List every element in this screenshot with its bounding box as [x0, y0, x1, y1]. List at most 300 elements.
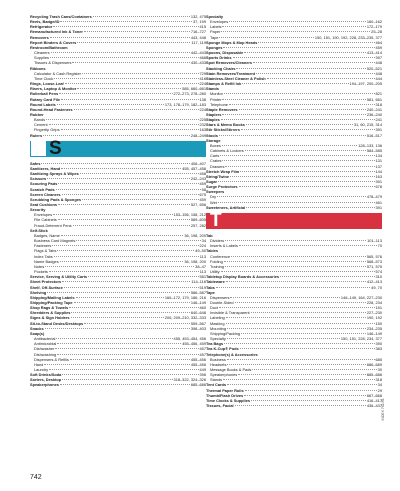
- entry-label: Soap(s): [30, 330, 45, 336]
- entry-page: 416: [199, 75, 206, 81]
- dot-leader: [225, 240, 366, 241]
- entry-page: 459: [375, 44, 382, 50]
- entry-label: Monitor: [210, 91, 223, 97]
- dot-leader: [61, 168, 181, 169]
- entry-page: 318: [375, 377, 382, 383]
- entry-page: 413–414: [366, 50, 382, 56]
- dot-leader: [221, 119, 375, 120]
- entry-page: 166–172, 179, 186, 216: [164, 294, 206, 300]
- entry-label: Double-Sided: [210, 299, 234, 305]
- entry-page: 144: [375, 168, 382, 174]
- dot-leader: [65, 83, 199, 84]
- entry-label: Safes: [30, 160, 41, 166]
- entry-page: 225: [199, 117, 206, 123]
- entry-label: Snacks: [30, 325, 44, 331]
- entry-label: Scouring Pads: [30, 181, 58, 187]
- entry-label: Thermal Paper Rolls: [206, 387, 244, 393]
- entry-label: Risers, Laptop & Monitor: [30, 86, 77, 92]
- entry-label: Tea Bags: [206, 341, 224, 347]
- entry-page: 685: [375, 356, 382, 362]
- entry-page: 234–235: [366, 325, 382, 331]
- entry-label: File Cabinets: [34, 217, 57, 223]
- section-tab-t: [206, 209, 382, 231]
- entry-page: 397: [375, 55, 382, 61]
- entry-label: Rollerball Pens: [30, 91, 59, 97]
- dot-leader: [227, 384, 377, 385]
- entry-label: Staplers: [206, 111, 222, 117]
- index-column-left: [30, 14, 206, 388]
- entry-label: Scratch Pads: [30, 186, 55, 192]
- entry-label: Rulers: [30, 132, 43, 138]
- dot-leader: [71, 317, 164, 318]
- entry-page: 163: [375, 173, 382, 179]
- dot-leader: [244, 52, 366, 53]
- entry-label: Dry: [210, 194, 217, 200]
- entry-page: 416–417: [366, 397, 382, 403]
- entry-page: 464: [375, 39, 382, 45]
- entry-label: Telephone(s) & Accessories: [206, 351, 258, 357]
- dot-leader: [73, 225, 190, 226]
- dot-leader: [235, 405, 366, 406]
- dot-leader: [216, 287, 370, 288]
- entry-page: 442–443: [190, 50, 206, 56]
- entry-page: 457: [199, 351, 206, 357]
- entry-page: 398–403: [190, 325, 206, 331]
- entry-page: 412–413: [366, 279, 382, 285]
- entry-page: 519: [199, 284, 206, 290]
- entry-page: 571, 575: [366, 263, 382, 269]
- entry-page: 430–433: [190, 60, 206, 66]
- dot-leader: [224, 343, 374, 344]
- dot-leader: [62, 194, 199, 195]
- entry-page: 396: [199, 372, 206, 378]
- dot-leader: [57, 250, 194, 251]
- entry-label: Training: [210, 263, 224, 269]
- dot-leader: [84, 323, 190, 324]
- entry-page: 25–28: [371, 29, 382, 35]
- entry-label: Sit-to-Stand Desks/Desktops: [30, 320, 84, 326]
- entry-page: 667–668: [366, 392, 382, 398]
- section-letter-t: T: [210, 209, 222, 231]
- dot-leader: [76, 297, 164, 298]
- dot-leader: [61, 235, 184, 236]
- entry-label: Scrubbing Pads & Sponges: [30, 196, 82, 202]
- entry-page: 194–197, 200–205: [349, 81, 382, 87]
- section-tab-s: [30, 137, 206, 159]
- entry-page: 455–456, 459: [182, 341, 206, 347]
- dot-leader: [252, 369, 376, 370]
- entry-page: 448: [375, 60, 382, 66]
- dot-leader: [47, 178, 190, 179]
- entry-label: Ribbons: [30, 65, 46, 71]
- entry-label: Remanufactured Ink & Toner: [30, 29, 83, 35]
- entry-page: 383: [375, 346, 382, 352]
- entry-page: 160–162: [366, 19, 382, 25]
- entry-page: 150: [375, 320, 382, 326]
- dot-leader: [240, 348, 375, 349]
- entry-label: Tape: [210, 34, 219, 40]
- entry-label: Stretch Wrap Film: [206, 168, 240, 174]
- dot-leader: [229, 21, 366, 22]
- dot-leader: [51, 52, 190, 53]
- entry-label: Cabinets & Lockers: [210, 148, 244, 154]
- entry-page: 190, 192: [366, 315, 382, 321]
- entry-label: Cement: [34, 122, 48, 128]
- entry-page: 241: [375, 117, 382, 123]
- dot-leader: [227, 359, 375, 360]
- entry-page: 34: [377, 382, 382, 388]
- section-letter-s: S: [49, 137, 62, 159]
- dot-leader: [225, 266, 366, 267]
- dot-leader: [58, 204, 190, 205]
- entry-page: 34: [201, 238, 206, 244]
- dot-leader: [218, 181, 374, 182]
- entry-label: Headsets: [210, 361, 227, 367]
- entry-page: 138: [199, 96, 206, 102]
- entry-page: 134: [375, 153, 382, 159]
- entry-page: 49–50: [195, 248, 206, 254]
- dot-leader: [77, 88, 181, 89]
- entry-page: 678: [375, 184, 382, 190]
- entry-page: 49, 70: [371, 284, 382, 290]
- entry-label: Business: [210, 356, 226, 362]
- entry-label: Tableware: [206, 279, 225, 285]
- dot-leader: [55, 348, 198, 349]
- dot-leader: [245, 390, 377, 391]
- dot-leader: [71, 312, 189, 313]
- entry-label: Sugar: [206, 179, 218, 184]
- entry-page: 581, 661: [366, 96, 382, 102]
- dot-leader: [41, 163, 189, 164]
- index-group-s: [30, 161, 206, 388]
- entry-page: 640–648: [190, 310, 206, 316]
- entry-label: Envelopes: [210, 19, 229, 25]
- entry-page: 391: [375, 179, 382, 184]
- entry-label: Mounting: [210, 325, 227, 331]
- entry-page: 821: [375, 91, 382, 97]
- entry-label: Sheet Protectors: [30, 279, 62, 285]
- entry-page: 520–521: [366, 65, 382, 71]
- entry-label: Pockets: [34, 269, 48, 275]
- entry-page: 29: [377, 387, 382, 393]
- entry-label: Tea K-Cup® Pods: [206, 346, 239, 352]
- entry-page: 146–149: [366, 330, 382, 336]
- entry-label: Specialty: [206, 14, 224, 19]
- entry-label: Reels, Badge/ID: [30, 19, 60, 25]
- entry-page: 318–322, 324–326: [173, 377, 206, 383]
- dot-leader: [46, 119, 198, 120]
- entry-page: 443, 448: [190, 34, 206, 40]
- entry-label: Dispensers & Refills: [34, 356, 69, 362]
- entry-label: Flags & Tabs: [34, 248, 57, 254]
- entry-label: Telephone: [210, 101, 228, 107]
- index-group-r: [30, 14, 206, 138]
- dot-leader: [84, 31, 190, 32]
- dot-leader: [50, 37, 190, 38]
- dot-leader: [251, 400, 366, 401]
- dot-leader: [236, 68, 365, 69]
- entry-label: Index Tabs: [34, 253, 53, 259]
- entry-label: Hand: [34, 361, 44, 367]
- entry-label: Drawers: [210, 163, 225, 169]
- entry-page: 448: [375, 70, 382, 76]
- entry-page: 455–456: [190, 361, 206, 367]
- entry-page: 101–113: [367, 238, 382, 244]
- dot-leader: [57, 354, 198, 355]
- dot-leader: [239, 109, 366, 110]
- dot-leader: [70, 359, 190, 360]
- dot-leader: [88, 276, 198, 277]
- dot-leader: [226, 281, 366, 282]
- entry-label: Soft Drinks/Soda: [30, 372, 62, 378]
- entry-label: Shop Rags & Towels: [30, 305, 69, 311]
- dot-leader: [239, 186, 375, 187]
- tab-white-block: [31, 141, 46, 156]
- page-number: 742: [30, 474, 42, 481]
- entry-label: Labels: [210, 24, 222, 30]
- entry-label: Scissors: [30, 176, 47, 182]
- entry-label: Stands: [210, 377, 223, 383]
- entry-page: 455–456: [190, 356, 206, 362]
- entry-page: 150, 151, 228, 234, 377: [340, 336, 382, 342]
- dot-leader: [245, 150, 366, 151]
- entry-page: 128–133, 136: [358, 142, 382, 148]
- dot-leader: [53, 214, 172, 215]
- entry-page: 132, 475: [190, 14, 206, 19]
- dot-leader: [221, 271, 375, 272]
- entry-page: 236–240: [366, 111, 382, 117]
- entry-label: Cleaners: [34, 50, 50, 56]
- entry-label: Fasteners: [34, 243, 52, 249]
- entry-label: Staples: [206, 117, 220, 123]
- entry-label: Invisible & Transparent: [210, 310, 250, 316]
- dot-leader: [224, 261, 366, 262]
- entry-page: 586–587: [190, 289, 206, 295]
- entry-label: Storage: [206, 137, 221, 143]
- entry-label: Spoons, Disposable: [206, 50, 244, 56]
- dot-leader: [222, 26, 365, 27]
- entry-page: 31, 60, 215, 314: [353, 122, 382, 128]
- index-entry: [206, 403, 382, 408]
- entry-page: 568–573: [366, 258, 382, 264]
- entry-page: 458: [199, 171, 206, 177]
- dot-leader: [72, 62, 189, 63]
- entry-page: 585, 660–661: [182, 86, 206, 92]
- entry-page: 461: [375, 199, 382, 205]
- entry-label: Round-Head Fasteners: [30, 106, 73, 112]
- entry-page: 685–686: [366, 372, 382, 378]
- dot-leader: [47, 292, 190, 293]
- entry-label: Time Clocks & Supplies: [206, 397, 251, 403]
- entry-page: 686–689: [366, 361, 382, 367]
- entry-page: 232: [199, 122, 206, 128]
- dot-leader: [244, 395, 366, 396]
- entry-page: 310: [375, 274, 382, 280]
- entry-label: Carts: [210, 153, 220, 159]
- entry-label: Folding: [210, 258, 223, 264]
- dot-leader: [235, 302, 366, 303]
- entry-page: 272–273, 278–280: [173, 91, 206, 97]
- entry-page: 224: [199, 106, 206, 112]
- dot-leader: [61, 129, 199, 130]
- entry-label: Tape: [206, 289, 215, 295]
- entry-page: 460: [199, 305, 206, 311]
- dot-leader: [227, 328, 366, 329]
- dot-leader: [229, 104, 375, 105]
- dot-leader: [82, 73, 199, 74]
- entry-label: Shipping/Packing Tape: [30, 299, 73, 305]
- entry-label: Antibacterial: [34, 336, 56, 342]
- dot-leader: [241, 333, 366, 334]
- dot-leader: [76, 240, 200, 241]
- entry-page: 172–179: [366, 24, 382, 30]
- entry-page: 391: [375, 204, 382, 210]
- dot-leader: [69, 307, 198, 308]
- entry-label: Tissues & Dispensers: [34, 60, 72, 66]
- entry-label: Service, Serving & Utility Carts: [30, 274, 88, 280]
- dot-leader: [60, 21, 192, 22]
- entry-label: Stands: [206, 86, 219, 92]
- entry-page: 36, 198, 200: [184, 258, 206, 264]
- entry-page: 449: [199, 367, 206, 372]
- entry-label: Sanitizing Sprays & Wipes: [30, 171, 79, 177]
- dot-leader: [225, 166, 374, 167]
- entry-label: Speakerphones: [210, 372, 238, 378]
- dot-leader: [219, 135, 366, 136]
- entry-label: Stir Sticks/Stirrers: [206, 127, 240, 133]
- entry-label: Removers: [30, 34, 49, 40]
- entry-page: 444: [375, 75, 382, 81]
- entry-label: Staple Removers: [206, 106, 238, 112]
- entry-page: 675: [199, 191, 206, 197]
- entry-page: 390: [375, 341, 382, 347]
- entry-label: Dispensers: [210, 294, 230, 300]
- entry-label: Paper: [210, 29, 221, 35]
- entry-page: 30: [377, 367, 382, 372]
- entry-page: 58: [201, 186, 206, 192]
- entry-label: Dividers: [210, 238, 225, 244]
- entry-label: Surge Protectors: [206, 184, 238, 190]
- entry-page: 117, 119: [191, 39, 206, 45]
- entry-label: Report Binders & Covers: [30, 39, 77, 45]
- dot-leader: [58, 219, 190, 220]
- dot-leader: [227, 364, 365, 365]
- entry-page: 455, 457–458: [182, 165, 206, 171]
- index-entry: [206, 205, 382, 210]
- entry-label: Fraud-Deterrent Pens: [34, 222, 72, 228]
- entry-label: Shelving: [30, 289, 47, 295]
- index-entry: [30, 382, 206, 387]
- dot-leader: [49, 271, 199, 272]
- entry-label: Sports Drinks: [206, 55, 232, 61]
- entry-label: Thumb/Flash Drives: [206, 392, 244, 398]
- dot-leader: [224, 93, 375, 94]
- dot-leader: [58, 183, 198, 184]
- dot-leader: [233, 57, 375, 58]
- dot-leader: [253, 62, 374, 63]
- entry-label: Bands: [34, 117, 46, 123]
- dot-leader: [226, 323, 375, 324]
- index-group-t: [206, 233, 382, 408]
- dot-leader: [56, 338, 172, 339]
- dot-leader: [43, 135, 190, 136]
- entry-label: Shelf, Off-Surface: [30, 284, 63, 290]
- entry-label: Supplies: [34, 55, 49, 61]
- entry-label: Security: [30, 207, 46, 213]
- entry-label: Signs & Sign Holders: [30, 315, 70, 321]
- entry-label: Refrigerator: [30, 24, 53, 30]
- entry-page: 729: [199, 70, 206, 76]
- entry-page: 228, 234: [366, 299, 382, 305]
- entry-label: String/Twine: [206, 173, 230, 179]
- entry-label: Inserts & Labels: [210, 243, 238, 249]
- dot-leader: [238, 374, 366, 375]
- entry-page: 150, 151, 190, 192, 228, 233–235, 377: [314, 34, 382, 40]
- entry-page: 240–241: [366, 106, 382, 112]
- dot-leader: [61, 99, 198, 100]
- entry-label: Crates: [210, 158, 222, 164]
- entry-label: Notes: [34, 263, 45, 269]
- entry-label: Badges, Name: [34, 232, 60, 238]
- entry-page: 478–479: [366, 194, 382, 200]
- entry-page: 146–149, 164, 227–230: [340, 294, 382, 300]
- dot-leader: [60, 261, 184, 262]
- dot-leader: [222, 114, 365, 115]
- dot-leader: [231, 256, 366, 257]
- entry-page: 36, 198, 200: [184, 232, 206, 238]
- entry-page: 173, 178–179, 182–183: [164, 101, 206, 107]
- entry-label: Printer: [210, 96, 222, 102]
- entry-page: 113: [199, 253, 206, 259]
- side-code: INDEX 742-RL: [381, 398, 385, 421]
- index-group-s-continued: [206, 14, 382, 210]
- dot-leader: [77, 42, 190, 43]
- entry-label: Rings, Loose-Leaf: [30, 81, 64, 87]
- entry-page: 206, 209–210, 332–333: [164, 315, 206, 321]
- entry-label: Message Books & Pads: [210, 367, 252, 372]
- dot-leader: [220, 155, 374, 156]
- dot-leader: [221, 31, 370, 32]
- entry-label: Screen Cleaners: [30, 191, 61, 197]
- entry-label: Laundry: [34, 367, 49, 372]
- entry-label: Sweepers: [206, 189, 225, 195]
- entry-label: Recycling Trash Cans/Containers: [30, 14, 92, 19]
- dot-leader: [222, 160, 374, 161]
- entry-page: 70: [377, 243, 382, 249]
- entry-page: 436–437: [366, 403, 382, 409]
- entry-label: Tent Cards: [206, 382, 227, 388]
- dot-leader: [57, 104, 164, 105]
- entry-page: 137: [375, 163, 382, 169]
- entry-page: 415: [199, 24, 206, 30]
- entry-label: Rubber: [30, 111, 44, 117]
- entry-label: Antimicrobial: [34, 341, 57, 347]
- entry-page: 224: [199, 243, 206, 249]
- entry-label: Tissues, Facial: [206, 403, 234, 409]
- dot-leader: [222, 99, 365, 100]
- entry-page: 459: [199, 181, 206, 187]
- dot-leader: [218, 202, 375, 203]
- entry-page: 114–116: [191, 279, 206, 285]
- entry-page: 38–47: [195, 263, 206, 269]
- entry-page: 466: [199, 55, 206, 61]
- dot-leader: [60, 384, 190, 385]
- dot-leader: [54, 256, 199, 257]
- dot-leader: [62, 374, 198, 375]
- entry-label: Sanitizers, Hand: [30, 165, 61, 171]
- dot-leader: [45, 328, 190, 329]
- entry-label: Tabs: [206, 284, 215, 290]
